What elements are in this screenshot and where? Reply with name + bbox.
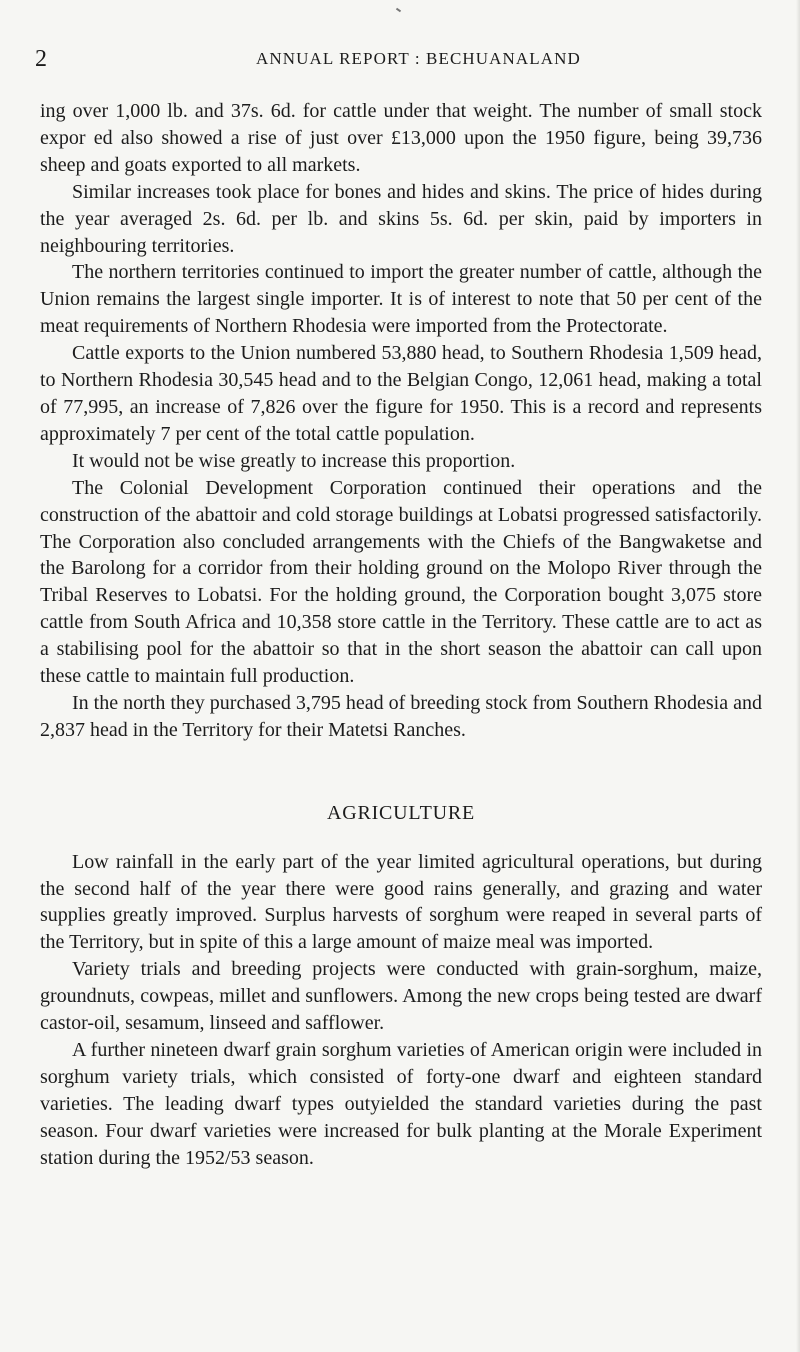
- paragraph-cattle-exports: Cattle exports to the Union numbered 53,880 head, to Southern Rhodesia 1,509 head, to Northern Rhodesia 30,545 head and to the Belgian Congo, 12,061 head, making a total of 77,995, an increase of 7,826 over the figure for 1950. This is a record and represents approximately 7 per cent of the total cattle population.: [40, 342, 762, 445]
- paragraph-variety-trials: Variety trials and breeding projects were conducted with grain-sorghum, maize, groundnuts, cowpeas, millet and sunflowers. Among the new crops being tested are dwarf castor-oil, sesamum, linseed and safflower.: [40, 958, 762, 1035]
- paragraph-livestock-prices: ing over 1,000 lb. and 37s. 6d. for cattle under that weight. The number of small stock expor ed also showed a rise of just over £13,000 upon the 1950 figure, being 39,736 sheep and goats exported to all markets.: [40, 100, 762, 176]
- paragraph-northern-territories: The northern territories continued to import the greater number of cattle, although the Union remains the largest single importer. It is of interest to note that 50 per cent of the meat requirements of Northern Rhodesia were imported from the Protectorate.: [40, 261, 762, 338]
- section-heading-agriculture: AGRICULTURE: [326, 801, 476, 824]
- paragraph-colonial-development: The Colonial Development Corporation continued their operations and the construction of the abattoir and cold storage buildings at Lobatsi progressed satisfactorily. The Corporation also concluded arrangements with the Chiefs of the Bangwaketse and the Barolong for a corridor from their holding ground on the Molopo River through the Tribal Reserves to Lobatsi. For the holding ground, the Corporation bought 3,075 store cattle from South Africa and 10,358 store cattle in the Territory. These cattle are to act as a stabilising pool for the abattoir so that in the short season the abattoir can call upon these cattle to maintain full production.: [40, 476, 762, 688]
- paragraph-breeding-stock: In the north they purchased 3,795 head of breeding stock from Southern Rhodesia and 2,837 head in the Territory for their Matetsi Ranches.: [40, 691, 762, 741]
- paragraph-sorghum-varieties: A further nineteen dwarf grain sorghum varieties of American origin were included in sorghum variety trials, which consisted of forty-one dwarf and eighteen standard varieties. The leading dwarf types outyielded the standard varieties during the past season. Four dwarf varieties were increased for bulk planting at the Morale Experiment station during the 1952/53 season.: [40, 1039, 762, 1169]
- paragraph-proportion: It would not be wise greatly to increase this proportion.: [72, 449, 516, 472]
- page-header: [0, 46, 800, 78]
- scan-mark: [396, 8, 401, 13]
- body-text: [40, 98, 762, 1172]
- running-title: ANNUAL REPORT : BECHUANALAND: [256, 49, 581, 68]
- paragraph-hides-skins: Similar increases took place for bones and hides and skins. The price of hides during the year averaged 2s. 6d. per lb. and skins 5s. 6d. per skin, paid by importers in neighbouring territories.: [40, 180, 762, 257]
- page-number: 2: [35, 46, 48, 72]
- paragraph-rainfall: Low rainfall in the early part of the year limited agricultural operations, but during the second half of the year there were good rains generally, and grazing and water supplies greatly improved. Surplus harvests of sorghum were reaped in several parts of the Territory, but in spite of this a large amount of maize meal was imported.: [40, 850, 762, 954]
- scan-edge: [796, 0, 800, 1352]
